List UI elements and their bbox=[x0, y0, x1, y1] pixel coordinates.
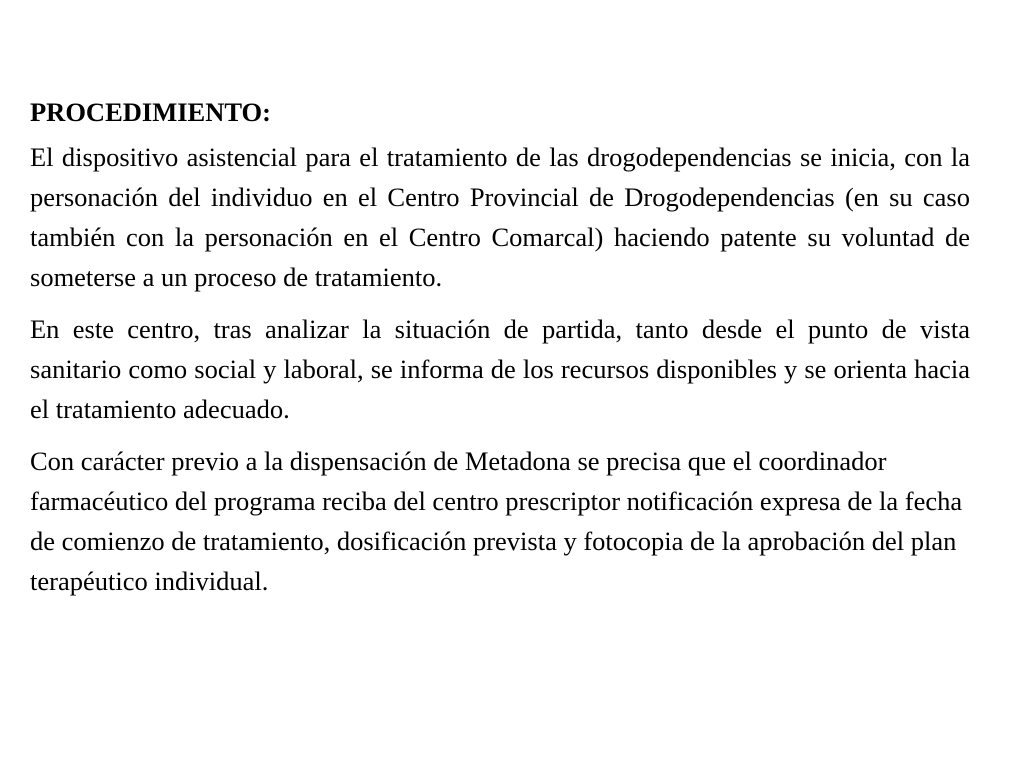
paragraph-1: El dispositivo asistencial para el tratamiento de las drogodependencias se inicia, con la personación del individuo en el Centro Provincial de Drogodependencias (en su caso también con la personación en el Centro Comarcal) haciendo patente su voluntad de someterse a un proceso de tratamiento. bbox=[30, 142, 970, 292]
section-heading: PROCEDIMIENTO: bbox=[30, 97, 271, 127]
paragraph-2: En este centro, tras analizar la situación de partida, tanto desde el punto de vista sanitario como social y laboral, se informa de los recursos disponibles y se orienta hacia el tratamiento adecuado. bbox=[30, 314, 970, 424]
paragraph-3: Con carácter previo a la dispensación de Metadona se precisa que el coordinador farmacéutico del programa reciba del centro prescriptor notificación expresa de la fecha de comienzo de tratamiento, dosificación prevista y fotocopia de la aprobación del plan terapéutico individual. bbox=[30, 446, 963, 596]
text-content bbox=[30, 92, 970, 613]
